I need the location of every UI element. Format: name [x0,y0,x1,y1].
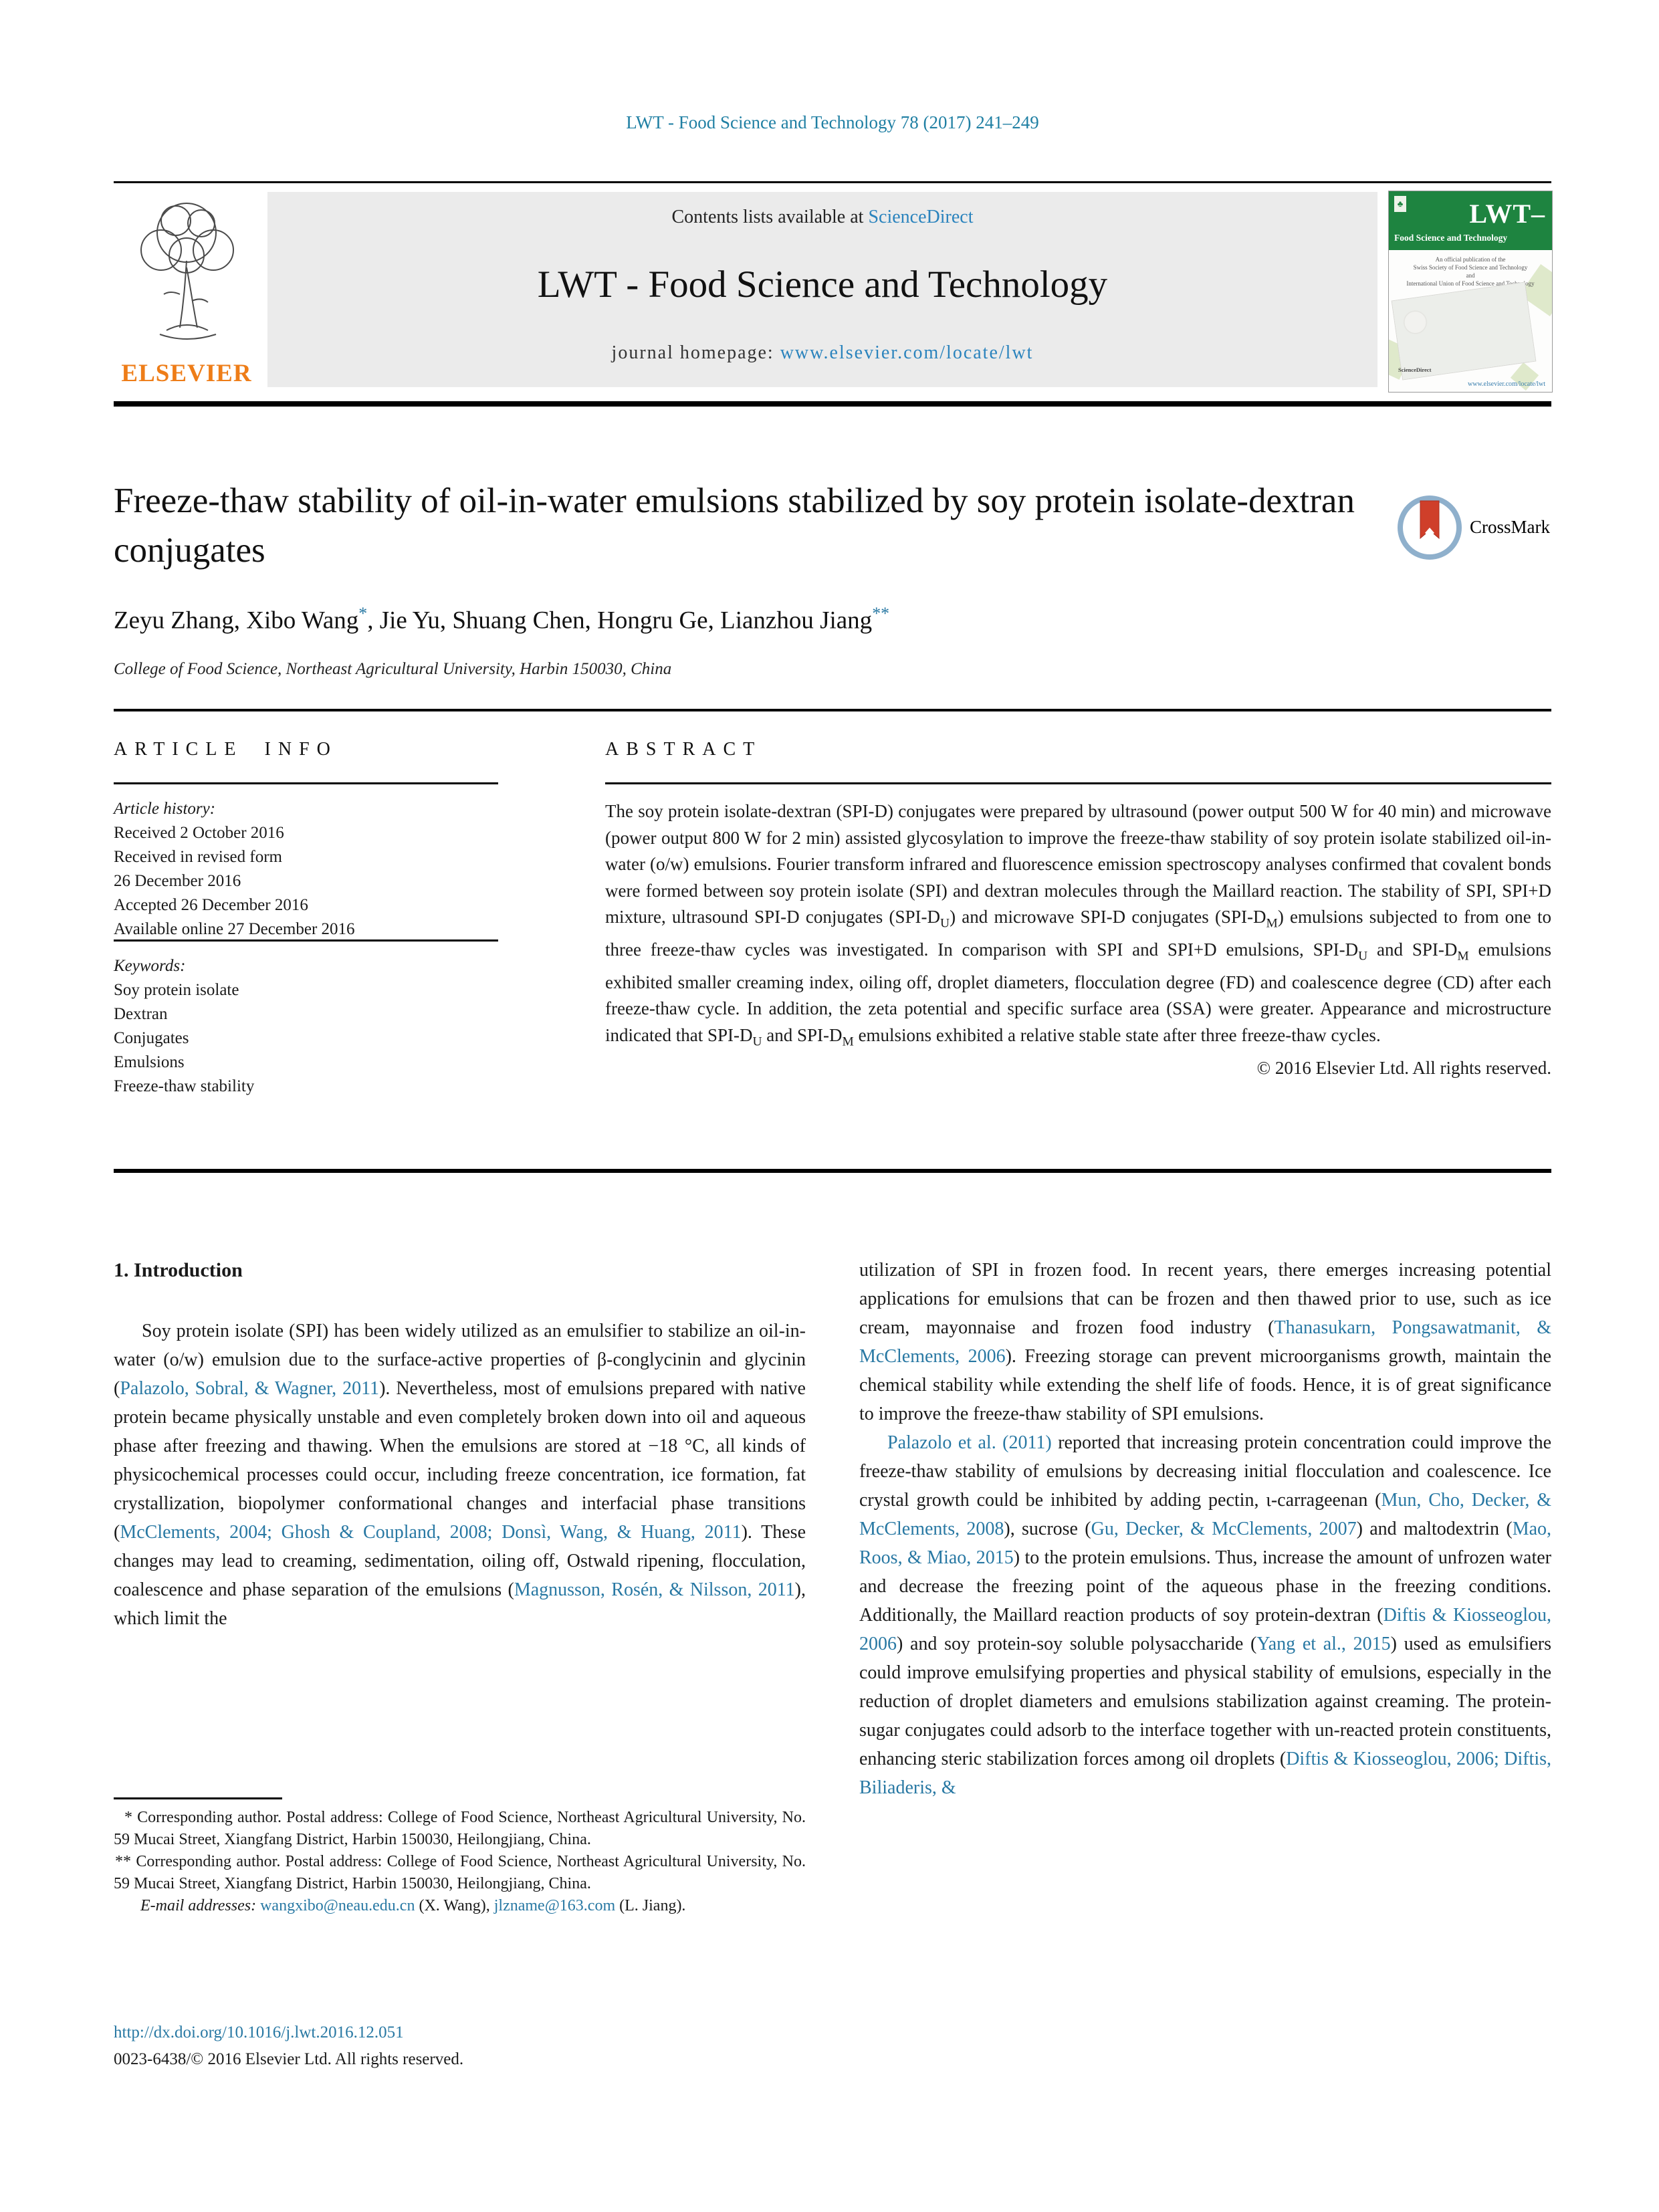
list-item: Dextran [114,1005,168,1023]
citation-link[interactable]: jlzname@163.com [493,1897,616,1914]
list-item: Swiss Society of Food Science and Technology [1413,264,1528,271]
citation-link[interactable]: McClements, 2004; Ghosh & Coupland, 2008; Donsì, Wang, & Huang, 2011 [120,1522,742,1543]
homepage-line [267,342,1377,364]
contents-prefix: Contents lists available at [671,207,869,227]
text-segment: M [842,1034,854,1049]
text-segment: , Jie Yu, Shuang Chen, Hongru Ge, Lianzhou Jiang [367,606,873,635]
article-info-rule [114,782,498,784]
keywords-list [114,978,542,1099]
keywords-rule [114,939,498,942]
list-item: Soy protein isolate [114,981,239,999]
homepage-prefix: journal homepage: [611,342,780,363]
keywords-block [114,954,542,1099]
text-segment: M [1266,916,1278,931]
text-segment: and SPI-D [762,1024,843,1045]
text-segment: ) emulsions subjected to from one to three freeze-thaw cycles was investigated. In comparison with SPI and SPI+D emulsions, SPI-D [605,907,1551,960]
cover-publication-lines [1389,255,1552,288]
list-item: Conjugates [114,1029,189,1047]
corresponding-author-footnote-2 [114,1851,806,1895]
text-segment: (L. Jiang). [615,1897,686,1914]
affiliation: College of Food Science, Northeast Agricultural University, Harbin 150030, China [114,660,672,678]
text-segment: * Corresponding author. Postal address: College of Food Science, Northeast Agricultural University, No. 59 Mucai Street, Xiangfang District, Harbin 150030, Heilongjiang, China. [114,1809,806,1848]
masthead-bottom-rule [114,401,1551,407]
text-segment: and SPI-D [1367,939,1458,960]
crossmark-icon [1395,491,1464,561]
text-segment: Zeyu Zhang, Xibo Wang [114,606,359,635]
crossmark-label: CrossMark [1470,517,1550,537]
list-item: Freeze-thaw stability [114,1077,255,1095]
citation-link[interactable]: Palazolo, Sobral, & Wagner, 2011 [120,1378,380,1399]
journal-cover-thumbnail[interactable] [1388,191,1553,393]
list-item: Available online 27 December 2016 [114,920,355,938]
abstract-copyright: © 2016 Elsevier Ltd. All rights reserved. [1256,1057,1551,1078]
article-history-block [114,797,542,942]
text-segment: emulsions exhibited a relative stable state after three freeze-thaw cycles. [853,1024,1381,1045]
citation-link[interactable]: Mun, Cho, Decker, & McClements, 2008 [859,1490,1551,1539]
text-segment: ) and maltodextrin ( [1356,1519,1513,1539]
abstract-heading: ABSTRACT [605,739,762,760]
list-item: Accepted 26 December 2016 [114,896,308,914]
citation-link[interactable]: Mao, Roos, & Miao, 2015 [859,1519,1551,1568]
title-block-rule [114,709,1551,711]
abstract-bottom-rule [114,1169,1551,1173]
masthead-banner [267,192,1377,387]
sciencedirect-link[interactable]: ScienceDirect [868,207,974,227]
citation-link[interactable]: Yang et al., 2015 [1256,1634,1391,1654]
list-item: Received 2 October 2016 [114,824,284,842]
article-info-heading: ARTICLE INFO [114,739,338,760]
elsevier-tree-icon [120,194,253,354]
keywords-label: Keywords: [114,957,186,975]
text-segment: U [752,1034,762,1049]
cover-tree-icon: ♣ [1394,196,1406,212]
elsevier-wordmark: ELSEVIER [121,360,252,387]
footnote-rule [114,1797,282,1799]
journal-title: LWT - Food Science and Technology [537,263,1108,306]
footnotes-block [114,1807,806,1917]
crossmark-badge[interactable] [1395,491,1569,565]
text-segment: The soy protein isolate-dextran (SPI-D) conjugates were prepared by ultrasound (power output 500 W for 40 min) and microwave (power output 800 W for 2 min) assisted glycosylation to improve the freeze-thaw stability of soy protein isolate stabilized oil-in-water (o/w) emulsions. Fourier transform infrared and fluorescence emission spectroscopy analyses confirmed that covalent bonds were formed between soy protein isolate (SPI) and dextran molecules through the Maillard reaction. The stability of SPI, SPI+D mixture, ultrasound SPI-D conjugates (SPI-D [605,801,1551,927]
text-segment: reported that increasing protein concentration could improve the freeze-thaw stability of emulsions by decreasing initial flocculation and coalescence. Ice crystal growth could be inhibited by adding pectin, ι-carrageenan ( [859,1432,1551,1511]
intro-paragraph-2 [859,1428,1551,1802]
abstract-rule [605,782,1551,784]
text-segment: M [1457,949,1469,964]
text-segment: ). Nevertheless, most of emulsions prepared with native protein became physically unstable and even completely broken down into oil and aqueous phase after freezing and thawing. When the emulsions are stored at −18 °C, all kinds of physicochemical processes could occur, including freeze concentration, ice formation, fat crystallization, biopolymer conformational changes and interfacial phase transitions ( [114,1378,806,1543]
contents-line [267,207,1377,228]
text-segment: ) used as emulsifiers could improve emulsifying properties and physical stability of emulsions, especially in the reduction of droplet diameters and emulsions stabilization against creaming. The protein-sugar conjugates could adsorb to the interface together with un-reacted protein constituents, enhancing steric stabilization forces among oil droplets ( [859,1634,1551,1769]
cover-url: www.elsevier.com/locate/lwt [1468,380,1545,388]
citation-link[interactable]: Magnusson, Rosén, & Nilsson, 2011 [514,1579,795,1600]
abstract-body [605,798,1551,1081]
text-segment: emulsions exhibited smaller creaming index, oiling off, droplet diameters, flocculation degree (FD) and coalescence degree (CD) after each freeze-thaw cycle. In addition, the zeta potential and specific surface area (SSA) were greater. Appearance and microstructure indicated that SPI-D [605,939,1551,1045]
cover-sciencedirect-label: ScienceDirect [1398,366,1432,373]
cover-lwt-title: LWT– [1469,199,1545,229]
journal-citation: LWT - Food Science and Technology 78 (2017) 241–249 [626,112,1039,132]
citation-link[interactable]: Diftis & Kiosseoglou, 2006 [859,1605,1551,1654]
section-heading-introduction: 1. Introduction [114,1259,243,1281]
text-segment: ). Freezing storage can prevent microorganisms growth, maintain the chemical stability while extending the shelf life of foods. Hence, it is of great significance to improve the freeze-thaw stability of SPI emulsions. [859,1346,1551,1424]
intro-paragraph-1-continued [859,1256,1551,1428]
list-item: and [1466,272,1475,279]
list-item: International Union of Food Science and Technology [1406,280,1535,287]
cover-food-image [1392,283,1535,380]
text-segment: E-mail addresses: [140,1897,257,1914]
article-title: Freeze-thaw stability of oil-in-water emulsions stabilized by soy protein isolate-dextran conjugates [114,481,1355,570]
text-segment: U [1358,949,1368,964]
text-segment: ) and soy protein-soy soluble polysaccharide ( [897,1634,1257,1654]
main-column-left [114,1256,806,1764]
elsevier-logo[interactable] [114,194,259,389]
list-item: An official publication of the [1435,256,1506,263]
text-segment: utilization of SPI in frozen food. In recent years, there emerges increasing potential applications for emulsions that can be frozen and then thawed prior to use, such as ice cream, mayonnaise and frozen food industry ( [859,1260,1551,1338]
list-item: 26 December 2016 [114,872,241,890]
text-segment: ), which limit the [114,1579,806,1629]
corresponding-author-footnote-1 [114,1807,806,1851]
cover-subtitle: Food Science and Technology [1394,233,1508,243]
text-segment: ), sucrose ( [1004,1519,1091,1539]
issn-rights-line: 0023-6438/© 2016 Elsevier Ltd. All rights reserved. [114,2050,464,2068]
citation-link[interactable]: Palazolo et al. (2011) [887,1432,1052,1453]
article-history-label: Article history: [114,800,216,818]
doi-link[interactable]: http://dx.doi.org/10.1016/j.lwt.2016.12.051 [114,2023,404,2041]
text-segment: ) and microwave SPI-D conjugates (SPI-D [950,907,1266,927]
citation-link[interactable]: Diftis & Kiosseoglou, 2006; Diftis, Biliaderis, & [859,1749,1551,1798]
list-item: Emulsions [114,1053,185,1071]
header-top-rule [114,181,1551,183]
intro-paragraph-1 [114,1317,806,1633]
homepage-link[interactable]: www.elsevier.com/locate/lwt [780,342,1034,363]
citation-link[interactable]: wangxibo@neau.edu.cn [260,1897,415,1914]
abstract-paragraph [605,798,1551,1055]
citation-link[interactable]: Gu, Decker, & McClements, 2007 [1091,1519,1357,1539]
citation-link[interactable]: ** [872,604,890,623]
main-column-right [859,1256,1551,2052]
author-line [114,604,1384,635]
email-addresses-footnote [114,1895,806,1917]
list-item: Received in revised form [114,848,282,866]
text-segment: Soy protein isolate (SPI) has been widely utilized as an emulsifier to stabilize an oil-in-water (o/w) emulsion due to the surface-active properties of β-conglycinin and glycinin ( [114,1321,806,1399]
citation-link[interactable]: * [358,604,368,623]
cover-header [1389,191,1552,250]
text-segment: ** Corresponding author. Postal address: College of Food Science, Northeast Agricultural University, No. 59 Mucai Street, Xiangfang District, Harbin 150030, Heilongjiang, China. [114,1853,806,1892]
text-segment: ) to the protein emulsions. Thus, increase the amount of unfrozen water and decrease the freezing point of the aqueous phase in the freezing conditions. Additionally, the Maillard reaction products of soy protein-dextran ( [859,1547,1551,1626]
text-segment: U [940,916,950,931]
text-segment: ). These changes may lead to creaming, sedimentation, oiling off, Ostwald ripening, flocculation, coalescence and phase separation of the emulsions ( [114,1522,806,1600]
text-segment: (X. Wang), [415,1897,494,1914]
citation-link[interactable]: Thanasukarn, Pongsawatmanit, & McClements, 2006 [859,1317,1551,1367]
article-history-list [114,821,542,942]
